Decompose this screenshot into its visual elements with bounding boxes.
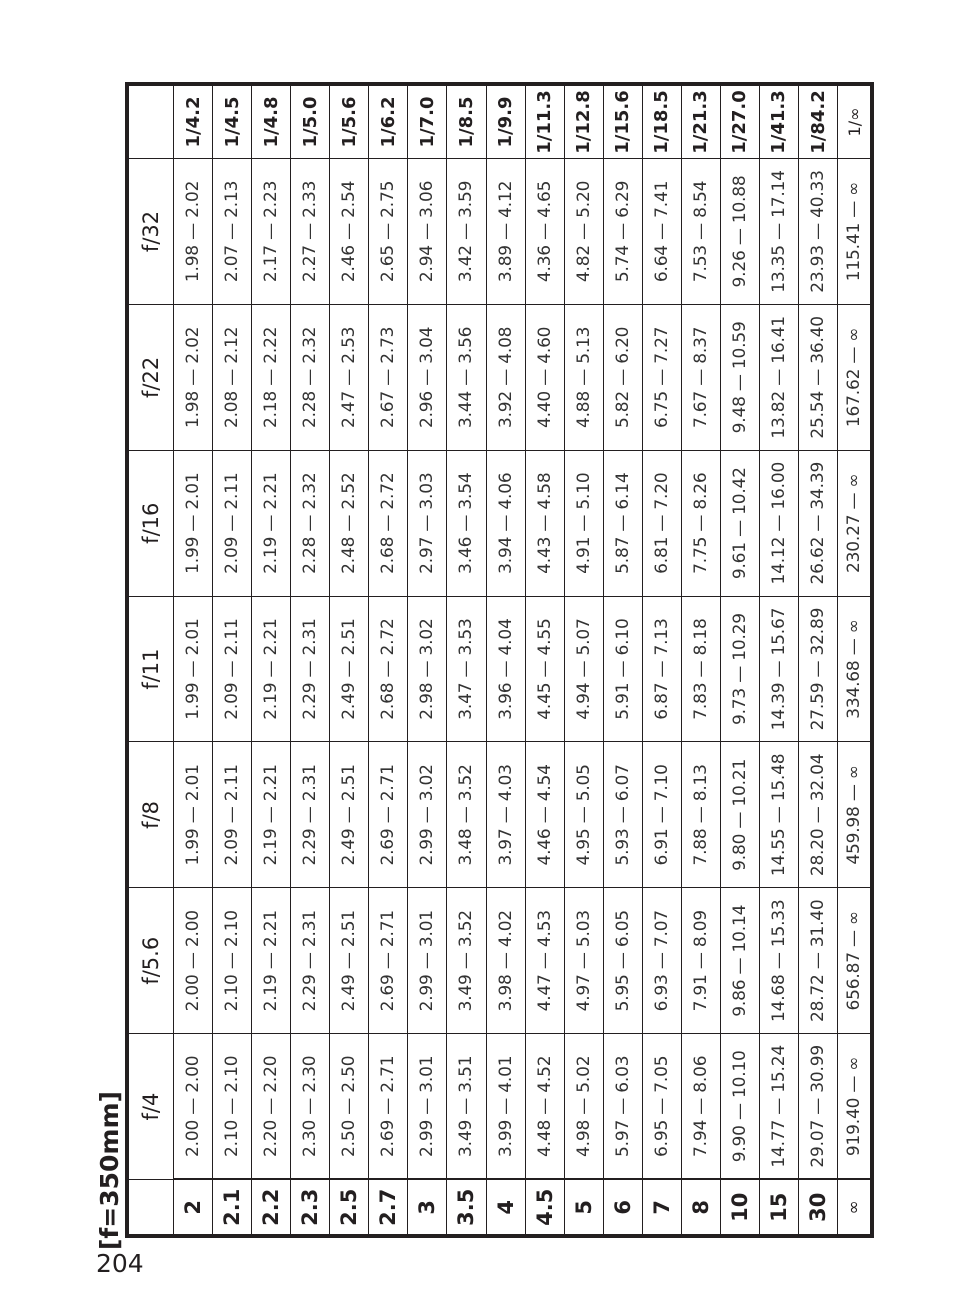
header-corner-cell bbox=[129, 1180, 174, 1235]
distance-cell: 2 bbox=[174, 1180, 213, 1235]
distance-cell: 3.5 bbox=[447, 1180, 486, 1235]
aperture-header: f/8 bbox=[129, 742, 174, 888]
table-row bbox=[642, 86, 681, 1235]
table-row bbox=[720, 86, 759, 1235]
dof-range-cell: 6.64 — 7.41 bbox=[642, 159, 681, 305]
aperture-header: f/22 bbox=[129, 304, 174, 450]
magnification-cell: 1/7.0 bbox=[408, 86, 447, 159]
dof-range-cell: 7.88 — 8.13 bbox=[681, 742, 720, 888]
dof-range-cell: 167.62 — ∞ bbox=[838, 304, 871, 450]
distance-cell: 2.3 bbox=[291, 1180, 330, 1235]
page-number: 204 bbox=[96, 1249, 144, 1278]
dof-range-cell: 7.83 — 8.18 bbox=[681, 596, 720, 742]
dof-range-cell: 2.99 — 3.01 bbox=[408, 1034, 447, 1180]
dof-range-cell: 2.48 — 2.52 bbox=[330, 450, 369, 596]
dof-range-cell: 4.45 — 4.55 bbox=[525, 596, 564, 742]
magnification-cell: 1/27.0 bbox=[720, 86, 759, 159]
distance-cell: 3 bbox=[408, 1180, 447, 1235]
dof-range-cell: 2.49 — 2.51 bbox=[330, 596, 369, 742]
dof-range-cell: 459.98 — ∞ bbox=[838, 742, 871, 888]
distance-cell: 4.5 bbox=[525, 1180, 564, 1235]
dof-range-cell: 2.98 — 3.02 bbox=[408, 596, 447, 742]
distance-cell: 15 bbox=[759, 1180, 798, 1235]
dof-range-cell: 2.09 — 2.11 bbox=[213, 742, 252, 888]
dof-range-cell: 5.82 — 6.20 bbox=[603, 304, 642, 450]
dof-range-cell: 3.98 — 4.02 bbox=[486, 888, 525, 1034]
dof-range-cell: 5.95 — 6.05 bbox=[603, 888, 642, 1034]
dof-range-cell: 2.19 — 2.21 bbox=[252, 596, 291, 742]
table-row bbox=[330, 86, 369, 1235]
dof-range-cell: 2.65 — 2.75 bbox=[369, 159, 408, 305]
dof-range-cell: 6.87 — 7.13 bbox=[642, 596, 681, 742]
table-row bbox=[369, 86, 408, 1235]
dof-range-cell: 2.29 — 2.31 bbox=[291, 596, 330, 742]
magnification-cell: 1/15.6 bbox=[603, 86, 642, 159]
dof-range-cell: 7.75 — 8.26 bbox=[681, 450, 720, 596]
dof-range-cell: 5.91 — 6.10 bbox=[603, 596, 642, 742]
dof-range-cell: 2.09 — 2.11 bbox=[213, 450, 252, 596]
dof-range-cell: 4.46 — 4.54 bbox=[525, 742, 564, 888]
distance-cell: 30 bbox=[799, 1180, 838, 1235]
table-row bbox=[838, 86, 871, 1235]
table-row bbox=[447, 86, 486, 1235]
dof-range-cell: 4.91 — 5.10 bbox=[564, 450, 603, 596]
dof-range-cell: 6.75 — 7.27 bbox=[642, 304, 681, 450]
dof-range-cell: 14.68 — 15.33 bbox=[759, 888, 798, 1034]
magnification-cell: 1/4.5 bbox=[213, 86, 252, 159]
dof-range-cell: 4.47 — 4.53 bbox=[525, 888, 564, 1034]
dof-range-cell: 3.96 — 4.04 bbox=[486, 596, 525, 742]
table-row bbox=[408, 86, 447, 1235]
dof-range-cell: 2.68 — 2.72 bbox=[369, 596, 408, 742]
depth-of-field-table bbox=[125, 82, 874, 1238]
dof-range-cell: 25.54 — 36.40 bbox=[799, 304, 838, 450]
dof-range-cell: 3.42 — 3.59 bbox=[447, 159, 486, 305]
dof-range-cell: 7.53 — 8.54 bbox=[681, 159, 720, 305]
table-row bbox=[252, 86, 291, 1235]
distance-cell: 2.1 bbox=[213, 1180, 252, 1235]
dof-range-cell: 656.87 — ∞ bbox=[838, 888, 871, 1034]
dof-range-cell: 2.30 — 2.30 bbox=[291, 1034, 330, 1180]
aperture-header: f/32 bbox=[129, 159, 174, 305]
table-body bbox=[174, 86, 871, 1235]
table-row bbox=[603, 86, 642, 1235]
magnification-cell: 1/12.8 bbox=[564, 86, 603, 159]
dof-range-cell: 2.10 — 2.10 bbox=[213, 1034, 252, 1180]
dof-range-cell: 3.48 — 3.52 bbox=[447, 742, 486, 888]
dof-range-cell: 919.40 — ∞ bbox=[838, 1034, 871, 1180]
magnification-cell: 1/4.8 bbox=[252, 86, 291, 159]
dof-range-cell: 1.98 — 2.02 bbox=[174, 304, 213, 450]
dof-range-cell: 4.94 — 5.07 bbox=[564, 596, 603, 742]
dof-range-cell: 4.97 — 5.03 bbox=[564, 888, 603, 1034]
dof-range-cell: 1.99 — 2.01 bbox=[174, 742, 213, 888]
magnification-cell: 1/6.2 bbox=[369, 86, 408, 159]
dof-range-cell: 3.47 — 3.53 bbox=[447, 596, 486, 742]
aperture-header: f/11 bbox=[129, 596, 174, 742]
dof-range-cell: 2.99 — 3.02 bbox=[408, 742, 447, 888]
dof-range-cell: 2.49 — 2.51 bbox=[330, 742, 369, 888]
dof-range-cell: 1.98 — 2.02 bbox=[174, 159, 213, 305]
dof-range-cell: 9.61 — 10.42 bbox=[720, 450, 759, 596]
dof-range-cell: 2.29 — 2.31 bbox=[291, 742, 330, 888]
distance-cell: 10 bbox=[720, 1180, 759, 1235]
dof-range-cell: 14.12 — 16.00 bbox=[759, 450, 798, 596]
magnification-cell: 1/5.6 bbox=[330, 86, 369, 159]
dof-range-cell: 29.07 — 30.99 bbox=[799, 1034, 838, 1180]
dof-range-cell: 4.98 — 5.02 bbox=[564, 1034, 603, 1180]
dof-range-cell: 2.96 — 3.04 bbox=[408, 304, 447, 450]
dof-range-cell: 2.09 — 2.11 bbox=[213, 596, 252, 742]
dof-range-cell: 230.27 — ∞ bbox=[838, 450, 871, 596]
dof-range-cell: 2.47 — 2.53 bbox=[330, 304, 369, 450]
dof-range-cell: 4.48 — 4.52 bbox=[525, 1034, 564, 1180]
dof-range-cell: 2.19 — 2.21 bbox=[252, 742, 291, 888]
dof-range-cell: 2.27 — 2.33 bbox=[291, 159, 330, 305]
distance-cell: 8 bbox=[681, 1180, 720, 1235]
dof-range-cell: 1.99 — 2.01 bbox=[174, 450, 213, 596]
dof-range-cell: 2.10 — 2.10 bbox=[213, 888, 252, 1034]
dof-range-cell: 9.90 — 10.10 bbox=[720, 1034, 759, 1180]
dof-range-cell: 5.87 — 6.14 bbox=[603, 450, 642, 596]
dof-range-cell: 23.93 — 40.33 bbox=[799, 159, 838, 305]
table-row bbox=[799, 86, 838, 1235]
dof-range-cell: 2.49 — 2.51 bbox=[330, 888, 369, 1034]
dof-table-grid bbox=[128, 85, 871, 1235]
dof-range-cell: 2.19 — 2.21 bbox=[252, 888, 291, 1034]
table-row bbox=[291, 86, 330, 1235]
dof-range-cell: 4.40 — 4.60 bbox=[525, 304, 564, 450]
dof-range-cell: 7.91 — 8.09 bbox=[681, 888, 720, 1034]
table-rotated-container bbox=[128, 85, 871, 1235]
dof-range-cell: 2.18 — 2.22 bbox=[252, 304, 291, 450]
dof-range-cell: 9.80 — 10.21 bbox=[720, 742, 759, 888]
aperture-header: f/5.6 bbox=[129, 888, 174, 1034]
dof-range-cell: 7.67 — 8.37 bbox=[681, 304, 720, 450]
table-row bbox=[759, 86, 798, 1235]
dof-range-cell: 334.68 — ∞ bbox=[838, 596, 871, 742]
dof-range-cell: 3.49 — 3.52 bbox=[447, 888, 486, 1034]
table-row bbox=[564, 86, 603, 1235]
dof-range-cell: 4.82 — 5.20 bbox=[564, 159, 603, 305]
dof-range-cell: 6.81 — 7.20 bbox=[642, 450, 681, 596]
dof-range-cell: 3.97 — 4.03 bbox=[486, 742, 525, 888]
dof-range-cell: 3.44 — 3.56 bbox=[447, 304, 486, 450]
dof-range-cell: 2.69 — 2.71 bbox=[369, 888, 408, 1034]
dof-range-cell: 2.28 — 2.32 bbox=[291, 450, 330, 596]
magnification-cell: 1/41.3 bbox=[759, 86, 798, 159]
dof-range-cell: 3.49 — 3.51 bbox=[447, 1034, 486, 1180]
dof-range-cell: 2.46 — 2.54 bbox=[330, 159, 369, 305]
magnification-cell: 1/∞ bbox=[838, 86, 871, 159]
table-row bbox=[525, 86, 564, 1235]
dof-range-cell: 2.68 — 2.72 bbox=[369, 450, 408, 596]
dof-range-cell: 3.92 — 4.08 bbox=[486, 304, 525, 450]
dof-range-cell: 5.93 — 6.07 bbox=[603, 742, 642, 888]
dof-range-cell: 2.99 — 3.01 bbox=[408, 888, 447, 1034]
distance-cell: 4 bbox=[486, 1180, 525, 1235]
aperture-header: f/16 bbox=[129, 450, 174, 596]
dof-range-cell: 4.95 — 5.05 bbox=[564, 742, 603, 888]
dof-range-cell: 2.17 — 2.23 bbox=[252, 159, 291, 305]
dof-range-cell: 2.69 — 2.71 bbox=[369, 1034, 408, 1180]
header-magnification-cell bbox=[129, 86, 174, 159]
dof-range-cell: 4.88 — 5.13 bbox=[564, 304, 603, 450]
dof-range-cell: 3.94 — 4.06 bbox=[486, 450, 525, 596]
table-row bbox=[174, 86, 213, 1235]
dof-range-cell: 9.86 — 10.14 bbox=[720, 888, 759, 1034]
dof-range-cell: 7.94 — 8.06 bbox=[681, 1034, 720, 1180]
dof-range-cell: 5.74 — 6.29 bbox=[603, 159, 642, 305]
dof-range-cell: 26.62 — 34.39 bbox=[799, 450, 838, 596]
table-row bbox=[213, 86, 252, 1235]
dof-range-cell: 14.55 — 15.48 bbox=[759, 742, 798, 888]
dof-range-cell: 9.73 — 10.29 bbox=[720, 596, 759, 742]
table-header bbox=[129, 86, 174, 1235]
magnification-cell: 1/18.5 bbox=[642, 86, 681, 159]
dof-range-cell: 9.48 — 10.59 bbox=[720, 304, 759, 450]
dof-range-cell: 14.77 — 15.24 bbox=[759, 1034, 798, 1180]
distance-cell: 2.2 bbox=[252, 1180, 291, 1235]
dof-range-cell: 4.36 — 4.65 bbox=[525, 159, 564, 305]
dof-range-cell: 6.95 — 7.05 bbox=[642, 1034, 681, 1180]
dof-range-cell: 27.59 — 32.89 bbox=[799, 596, 838, 742]
dof-range-cell: 2.69 — 2.71 bbox=[369, 742, 408, 888]
dof-range-cell: 2.97 — 3.03 bbox=[408, 450, 447, 596]
distance-cell: 7 bbox=[642, 1180, 681, 1235]
dof-range-cell: 2.19 — 2.21 bbox=[252, 450, 291, 596]
aperture-header: f/4 bbox=[129, 1034, 174, 1180]
distance-cell: 6 bbox=[603, 1180, 642, 1235]
dof-range-cell: 2.67 — 2.73 bbox=[369, 304, 408, 450]
dof-range-cell: 13.35 — 17.14 bbox=[759, 159, 798, 305]
magnification-cell: 1/8.5 bbox=[447, 86, 486, 159]
dof-range-cell: 2.29 — 2.31 bbox=[291, 888, 330, 1034]
magnification-cell: 1/21.3 bbox=[681, 86, 720, 159]
distance-cell: 5 bbox=[564, 1180, 603, 1235]
dof-range-cell: 14.39 — 15.67 bbox=[759, 596, 798, 742]
dof-range-cell: 4.43 — 4.58 bbox=[525, 450, 564, 596]
magnification-cell: 1/4.2 bbox=[174, 86, 213, 159]
dof-range-cell: 28.20 — 32.04 bbox=[799, 742, 838, 888]
dof-range-cell: 2.50 — 2.50 bbox=[330, 1034, 369, 1180]
magnification-cell: 1/9.9 bbox=[486, 86, 525, 159]
dof-range-cell: 6.91 — 7.10 bbox=[642, 742, 681, 888]
dof-range-cell: 13.82 — 16.41 bbox=[759, 304, 798, 450]
dof-range-cell: 2.00 — 2.00 bbox=[174, 888, 213, 1034]
dof-range-cell: 5.97 — 6.03 bbox=[603, 1034, 642, 1180]
table-row bbox=[681, 86, 720, 1235]
dof-range-cell: 3.89 — 4.12 bbox=[486, 159, 525, 305]
dof-range-cell: 2.00 — 2.00 bbox=[174, 1034, 213, 1180]
dof-range-cell: 9.26 — 10.88 bbox=[720, 159, 759, 305]
dof-range-cell: 2.94 — 3.06 bbox=[408, 159, 447, 305]
dof-range-cell: 28.72 — 31.40 bbox=[799, 888, 838, 1034]
distance-cell: 2.7 bbox=[369, 1180, 408, 1235]
dof-range-cell: 3.46 — 3.54 bbox=[447, 450, 486, 596]
magnification-cell: 1/5.0 bbox=[291, 86, 330, 159]
magnification-cell: 1/11.3 bbox=[525, 86, 564, 159]
dof-range-cell: 6.93 — 7.07 bbox=[642, 888, 681, 1034]
table-title: [f=350mm] bbox=[95, 1091, 124, 1250]
header-row bbox=[129, 86, 174, 1235]
distance-cell: 2.5 bbox=[330, 1180, 369, 1235]
dof-range-cell: 115.41 — ∞ bbox=[838, 159, 871, 305]
dof-range-cell: 2.28 — 2.32 bbox=[291, 304, 330, 450]
distance-cell: ∞ bbox=[838, 1180, 871, 1235]
dof-range-cell: 3.99 — 4.01 bbox=[486, 1034, 525, 1180]
table-row bbox=[486, 86, 525, 1235]
dof-range-cell: 2.07 — 2.13 bbox=[213, 159, 252, 305]
dof-range-cell: 2.08 — 2.12 bbox=[213, 304, 252, 450]
dof-range-cell: 1.99 — 2.01 bbox=[174, 596, 213, 742]
dof-range-cell: 2.20 — 2.20 bbox=[252, 1034, 291, 1180]
magnification-cell: 1/84.2 bbox=[799, 86, 838, 159]
